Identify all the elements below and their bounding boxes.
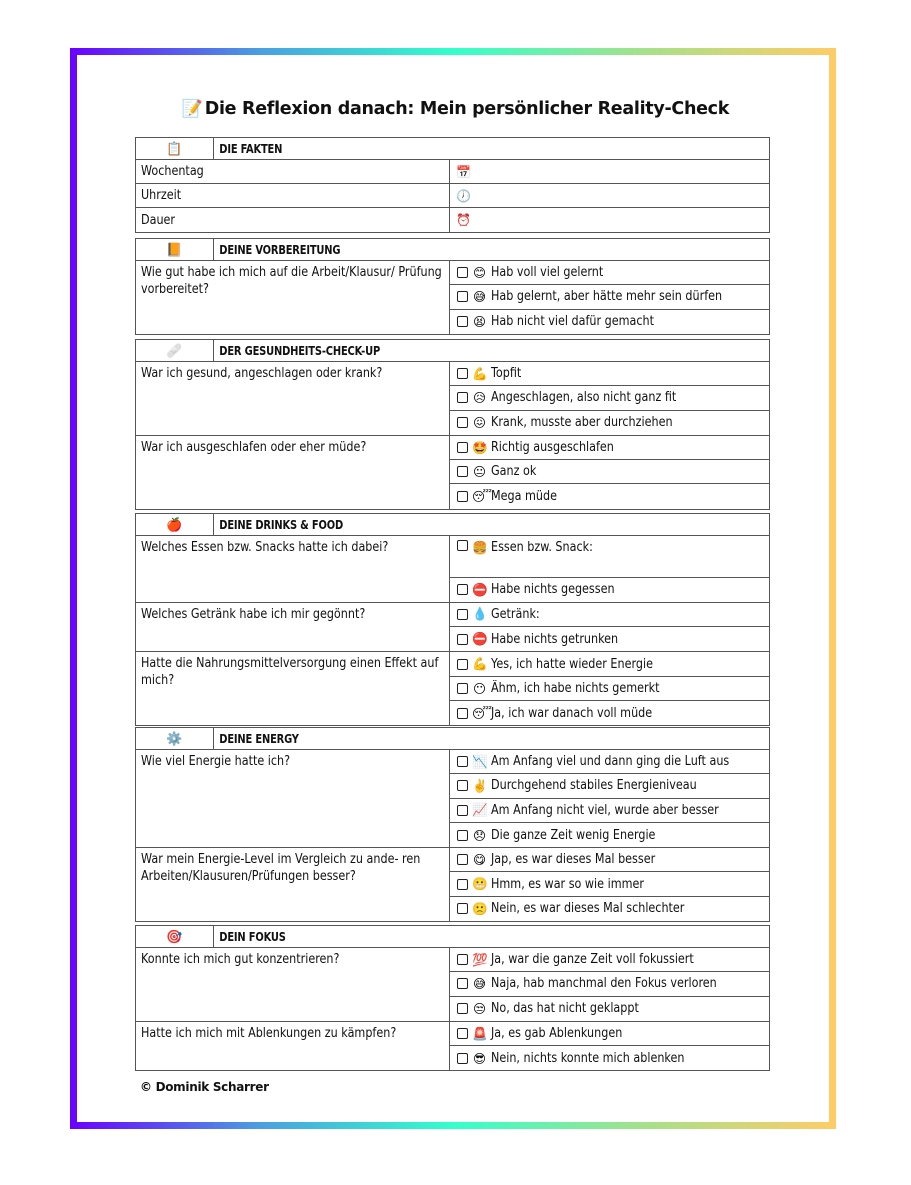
option-item[interactable] xyxy=(450,285,769,309)
checkbox[interactable] xyxy=(457,756,468,767)
question-row xyxy=(136,436,769,509)
section-header xyxy=(136,239,769,261)
option-item[interactable] xyxy=(450,948,769,972)
option-label: Richtig ausgeschlafen xyxy=(491,440,614,456)
checkbox[interactable] xyxy=(457,316,468,327)
question-cell xyxy=(136,848,450,921)
option-item[interactable] xyxy=(450,436,769,460)
emoji-icon: 😶 xyxy=(472,680,487,696)
question-cell xyxy=(136,1022,450,1071)
checkbox[interactable] xyxy=(457,540,468,551)
question-text: Wie viel Energie hatte ich? xyxy=(141,754,291,769)
fact-row-duration xyxy=(136,208,769,232)
checkbox[interactable] xyxy=(457,854,468,865)
option-item[interactable] xyxy=(450,848,769,872)
options-list xyxy=(450,362,769,435)
section-title: DEINE ENERGY xyxy=(219,731,299,746)
question-text: Konnte ich mich gut konzentrieren? xyxy=(141,952,340,967)
section-header xyxy=(136,926,769,948)
question-row xyxy=(136,362,769,436)
checkbox[interactable] xyxy=(457,442,468,453)
emoji-icon: 💪 xyxy=(472,365,488,381)
emoji-icon: 😊 xyxy=(472,265,487,281)
checkbox[interactable] xyxy=(457,659,468,670)
option-item[interactable] xyxy=(450,386,769,410)
section-title: DER GESUNDHEITS-CHECK-UP xyxy=(219,343,381,358)
option-item[interactable] xyxy=(450,750,769,774)
question-text: Welches Getränk habe ich mir gegönnt? xyxy=(141,606,366,622)
checkbox[interactable] xyxy=(457,780,468,791)
option-item[interactable] xyxy=(450,460,769,484)
option-label: No, das hat nicht geklappt xyxy=(491,1001,639,1017)
clipboard-icon: 📋 xyxy=(136,138,214,159)
question-cell xyxy=(136,603,450,652)
option-item[interactable] xyxy=(450,701,769,725)
checkbox[interactable] xyxy=(457,830,468,841)
checkbox[interactable] xyxy=(457,954,468,965)
option-label: Hab gelernt, aber hätte mehr sein dürfen xyxy=(491,289,723,305)
question-text: Wie gut habe ich mich auf die Arbeit/Klausur/ Prüfung vorbereitet? xyxy=(141,265,442,297)
gear-icon: ⚙️ xyxy=(136,728,214,749)
section-der-gesundheits-check-up xyxy=(135,339,770,510)
option-item[interactable] xyxy=(450,823,769,847)
checkbox[interactable] xyxy=(457,368,468,379)
option-label: Am Anfang viel und dann ging die Luft aus xyxy=(491,754,730,770)
emoji-icon: 🙁 xyxy=(472,900,488,916)
option-label: Ja, es gab Ablenkungen xyxy=(491,1026,623,1042)
option-label: Hab nicht viel dafür gemacht xyxy=(491,314,654,330)
question-row xyxy=(136,848,769,921)
option-item[interactable] xyxy=(450,677,769,701)
emoji-icon: 💯 xyxy=(472,951,488,967)
section-header xyxy=(136,514,769,536)
emoji-icon: 🍔 xyxy=(472,540,488,555)
option-label: Nein, es war dieses Mal schlechter xyxy=(491,901,685,917)
options-list xyxy=(450,1022,769,1071)
section-title: DEINE DRINKS & FOOD xyxy=(219,517,344,532)
checkbox[interactable] xyxy=(457,903,468,914)
book-icon: 📙 xyxy=(136,239,214,260)
option-item[interactable] xyxy=(450,362,769,386)
option-item[interactable] xyxy=(450,1022,769,1046)
emoji-icon: 😎 xyxy=(472,1050,487,1066)
checkbox[interactable] xyxy=(457,291,468,302)
emoji-icon: 💧 xyxy=(472,606,488,622)
question-row xyxy=(136,652,769,725)
option-item[interactable] xyxy=(450,997,769,1021)
checkbox[interactable] xyxy=(457,417,468,428)
emoji-icon: 💪 xyxy=(472,656,488,672)
question-text: Hatte ich mich mit Ablenkungen zu kämpfen? xyxy=(141,1025,397,1041)
apple-icon: 🍎 xyxy=(136,514,214,535)
option-item[interactable] xyxy=(450,261,769,285)
checkbox[interactable] xyxy=(457,879,468,890)
fact-row-time xyxy=(136,184,769,208)
section-deine-vorbereitung xyxy=(135,238,770,335)
options-list xyxy=(450,948,769,1021)
emoji-icon: 🤩 xyxy=(472,439,488,455)
option-item[interactable] xyxy=(450,603,769,627)
page-title-text: Die Reflexion danach: Mein persönlicher Reality-Check xyxy=(204,99,730,119)
options-list xyxy=(450,848,769,921)
emoji-icon: 😴 xyxy=(472,489,493,505)
checkbox[interactable] xyxy=(457,267,468,278)
option-item[interactable] xyxy=(450,536,769,578)
checkbox[interactable] xyxy=(457,1028,468,1039)
option-label: Am Anfang nicht viel, wurde aber besser xyxy=(491,802,719,818)
option-label: Ja, ich war danach voll müde xyxy=(491,705,653,721)
question-text: War ich gesund, angeschlagen oder krank? xyxy=(141,366,383,381)
question-text: War mein Energie-Level im Vergleich zu ande- ren Arbeiten/Klausuren/Prüfungen besser? xyxy=(141,852,421,885)
options-list xyxy=(450,436,769,509)
checkbox[interactable] xyxy=(457,1053,468,1064)
option-item[interactable] xyxy=(450,897,769,921)
emoji-icon: 📉 xyxy=(472,753,488,769)
question-cell xyxy=(136,362,450,435)
option-label: Ganz ok xyxy=(491,464,537,480)
fact-label: Dauer xyxy=(141,212,176,228)
section-deine-drinks-food xyxy=(135,513,770,726)
option-item[interactable] xyxy=(450,774,769,798)
question-cell xyxy=(136,436,450,509)
emoji-icon: 😴 xyxy=(472,705,493,721)
option-item[interactable] xyxy=(450,411,769,435)
option-label: Jap, es war dieses Mal besser xyxy=(491,852,656,868)
emoji-icon: 😞 xyxy=(472,827,487,843)
checkbox[interactable] xyxy=(457,392,468,403)
options-list xyxy=(450,652,769,725)
emoji-icon: 🚨 xyxy=(472,1025,488,1041)
fact-row-weekday xyxy=(136,160,769,184)
weekday-input[interactable] xyxy=(450,160,769,183)
section-title: DEINE VORBEREITUNG xyxy=(219,242,341,257)
option-item[interactable] xyxy=(450,872,769,896)
option-label: Getränk: xyxy=(491,606,540,622)
alarm-clock-icon: ⏰ xyxy=(456,213,471,227)
emoji-icon: ✌️ xyxy=(472,777,488,793)
emoji-icon: 😖 xyxy=(472,415,487,431)
emoji-icon: 😒 xyxy=(472,1001,487,1017)
section-deine-energy xyxy=(135,727,770,922)
section-facts xyxy=(135,137,770,233)
option-label: Yes, ich hatte wieder Energie xyxy=(491,656,653,672)
question-cell xyxy=(136,652,450,725)
emoji-icon: 😅 xyxy=(472,289,487,305)
option-label: Hab voll viel gelernt xyxy=(491,265,604,281)
option-item[interactable] xyxy=(450,310,769,334)
question-row xyxy=(136,750,769,848)
page-title xyxy=(0,99,911,119)
option-item[interactable] xyxy=(450,484,769,508)
options-list xyxy=(450,750,769,847)
emoji-icon: 😅 xyxy=(472,976,487,992)
question-row xyxy=(136,603,769,653)
clock-icon: 🕖 xyxy=(456,188,471,203)
options-list xyxy=(450,603,769,652)
section-header xyxy=(136,728,769,750)
calendar-icon: 📅 xyxy=(456,164,471,179)
checkbox[interactable] xyxy=(457,805,468,816)
section-header xyxy=(136,340,769,362)
option-label: Essen bzw. Snack: xyxy=(491,540,593,555)
question-row xyxy=(136,536,769,603)
checkbox[interactable] xyxy=(457,584,468,595)
checkbox[interactable] xyxy=(457,491,468,502)
fact-label: Wochentag xyxy=(141,164,204,179)
options-list xyxy=(450,261,769,334)
option-item[interactable] xyxy=(450,972,769,996)
emoji-icon: 📈 xyxy=(472,802,488,818)
bandage-icon: 🩹 xyxy=(136,340,214,361)
question-row xyxy=(136,948,769,1022)
fact-label: Uhrzeit xyxy=(141,188,182,203)
checkbox[interactable] xyxy=(457,466,468,477)
options-list xyxy=(450,536,769,602)
checkbox[interactable] xyxy=(457,708,468,719)
section-dein-fokus xyxy=(135,925,770,1071)
question-row xyxy=(136,261,769,334)
option-label: Durchgehend stabiles Energieniveau xyxy=(491,778,697,794)
checkbox[interactable] xyxy=(457,609,468,620)
emoji-icon: 😐 xyxy=(472,464,487,480)
option-label: Naja, hab manchmal den Fokus verloren xyxy=(491,976,717,992)
section-title: DEIN FOKUS xyxy=(219,929,286,944)
option-label: Mega müde xyxy=(491,489,557,505)
option-label: Hmm, es war so wie immer xyxy=(491,876,644,892)
option-label: Habe nichts getrunken xyxy=(491,631,619,647)
checkbox[interactable] xyxy=(457,683,468,694)
emoji-icon: ⛔ xyxy=(472,581,488,597)
emoji-icon: 😋 xyxy=(472,852,487,868)
duration-input[interactable] xyxy=(450,208,769,232)
copyright-footer: © Dominik Scharrer xyxy=(140,1080,269,1094)
option-label: Topfit xyxy=(491,366,522,382)
emoji-icon: ⛔ xyxy=(472,631,488,647)
option-label: Angeschlagen, also nicht ganz fit xyxy=(491,390,677,406)
question-text: Welches Essen bzw. Snacks hatte ich dabei? xyxy=(141,540,389,555)
option-item[interactable] xyxy=(450,578,769,602)
option-item[interactable] xyxy=(450,627,769,651)
option-label: Die ganze Zeit wenig Energie xyxy=(491,827,656,843)
target-icon: 🎯 xyxy=(136,926,214,947)
emoji-icon: 😫 xyxy=(472,314,487,330)
option-label: Krank, musste aber durchziehen xyxy=(491,415,673,431)
question-cell xyxy=(136,948,450,1021)
question-cell xyxy=(136,750,450,847)
section-title: DIE FAKTEN xyxy=(219,141,283,156)
question-row xyxy=(136,1022,769,1071)
emoji-icon: 😥 xyxy=(472,390,487,406)
option-item[interactable] xyxy=(450,1046,769,1070)
section-header xyxy=(136,138,769,160)
option-label: Ähm, ich habe nichts gemerkt xyxy=(491,680,660,696)
memo-icon: 📝 xyxy=(181,99,203,119)
emoji-icon: 😬 xyxy=(472,876,488,892)
question-cell xyxy=(136,261,450,334)
checkbox[interactable] xyxy=(457,634,468,645)
checkbox[interactable] xyxy=(457,1003,468,1014)
question-cell xyxy=(136,536,450,602)
option-label: Ja, war die ganze Zeit voll fokussiert xyxy=(491,952,694,968)
question-text: Hatte die Nahrungsmittelversorgung einen Effekt auf mich? xyxy=(141,656,439,689)
option-item[interactable] xyxy=(450,652,769,676)
checkbox[interactable] xyxy=(457,978,468,989)
option-label: Habe nichts gegessen xyxy=(491,582,615,598)
time-input[interactable] xyxy=(450,184,769,207)
question-text: War ich ausgeschlafen oder eher müde? xyxy=(141,439,367,455)
option-label: Nein, nichts konnte mich ablenken xyxy=(491,1050,685,1066)
option-item[interactable] xyxy=(450,799,769,823)
